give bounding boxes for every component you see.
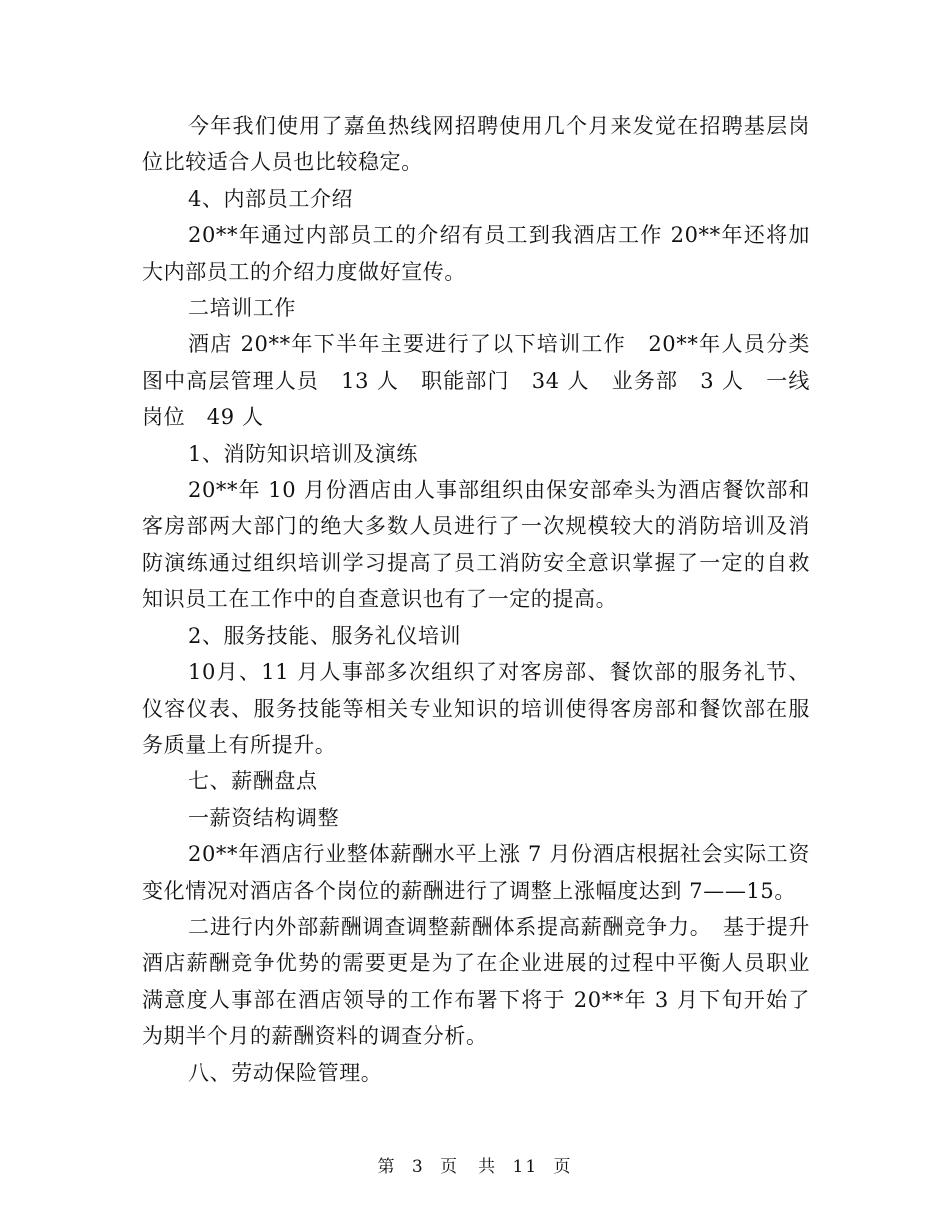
section-heading: 4、内部员工介绍 bbox=[188, 186, 354, 211]
paragraph: 二进行内外部薪酬调查调整薪酬体系提高薪酬竞争力。 基于提升酒店薪酬竞争优势的需要更是为了在企业进展的过程中平衡人员职业满意度人事部在酒店领导的工作布署下将于 20**年 3 月下旬开始了为期半个月的薪酬资料的调查分析。 bbox=[142, 914, 810, 1049]
section-heading: 二培训工作 bbox=[188, 296, 296, 321]
paragraph: 20**年 10 月份酒店由人事部组织由保安部牵头为酒店餐饮部和客房部两大部门的绝大多数人员进行了一次规模较大的消防培训及消防演练通过组织培训学习提高了员工消防安全意识掌握了一定的自救知识员工在工作中的自查意识也有了一定的提高。 bbox=[142, 478, 810, 612]
page-label-prefix: 第 bbox=[377, 1157, 397, 1177]
section-heading: 1、消防知识培训及演练 bbox=[188, 441, 418, 466]
page-label-middle: 页 共 bbox=[440, 1157, 498, 1177]
page-label-suffix: 页 bbox=[553, 1157, 573, 1177]
section-heading: 八、劳动保险管理。 bbox=[188, 1060, 383, 1085]
paragraph: 20**年酒店行业整体薪酬水平上涨 7 月份酒店根据社会实际工资变化情况对酒店各个岗位的薪酬进行了调整上涨幅度达到 7——15。 bbox=[142, 842, 810, 903]
page-number: 3 bbox=[411, 1157, 425, 1177]
document-body bbox=[142, 108, 810, 1091]
page-footer bbox=[0, 1152, 950, 1177]
paragraph: 酒店 20**年下半年主要进行了以下培训工作 20**年人员分类图中高层管理人员 13 人 职能部门 34 人 业务部 3 人 一线岗位 49 人 bbox=[142, 332, 810, 430]
section-heading: 七、薪酬盘点 bbox=[188, 769, 318, 794]
section-heading: 一薪资结构调整 bbox=[188, 805, 340, 830]
paragraph: 10月、11 月人事部多次组织了对客房部、餐饮部的服务礼节、仪容仪表、服务技能等相关专业知识的培训使得客房部和餐饮部在服务质量上有所提升。 bbox=[142, 660, 810, 757]
paragraph: 今年我们使用了嘉鱼热线网招聘使用几个月来发觉在招聘基层岗位比较适合人员也比较稳定。 bbox=[142, 114, 810, 175]
section-heading: 2、服务技能、服务礼仪培训 bbox=[188, 623, 462, 648]
total-pages: 11 bbox=[512, 1157, 539, 1177]
paragraph: 20**年通过内部员工的介绍有员工到我酒店工作 20**年还将加大内部员工的介绍力度做好宣传。 bbox=[142, 223, 810, 284]
